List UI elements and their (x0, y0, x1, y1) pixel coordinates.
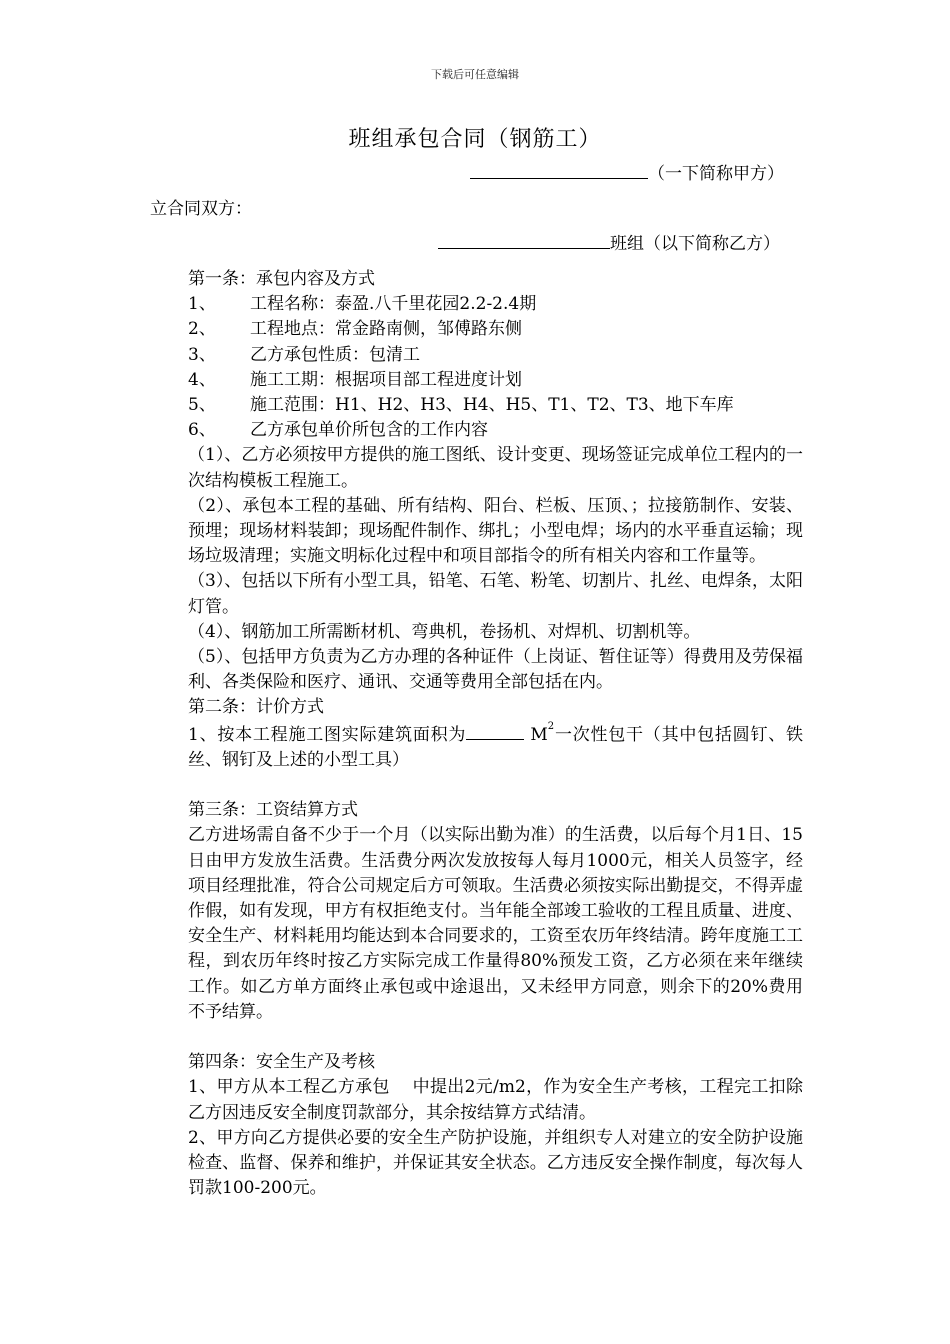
article4-paragraph-1: 1、甲方从本工程乙方承包 中提出2元/m2，作为安全生产考核，工程完工扣除乙方因违反安全制度罚款部分，其余按结算方式结清。 (188, 1077, 803, 1123)
party-b-label: 班组（以下简称乙方） (610, 234, 780, 254)
article1-paragraph-5: （5）、包括甲方负责为乙方办理的各种证件（上岗证、暂住证等）得费用及劳保福利、各类保险和医疗、通讯、交通等费用全部包括在内。 (188, 647, 803, 693)
article1-item: 3、 乙方承包性质：包清工 (188, 344, 420, 365)
parties-label: 立合同双方： (150, 199, 252, 219)
article1-heading: 第一条：承包内容及方式 (188, 269, 375, 289)
article1-item: 5、 施工范围：H1、H2、H3、H4、H5、T1、T2、T3、地下车库 (188, 395, 734, 416)
header-note: 下载后可任意编辑 (431, 68, 519, 81)
area-blank[interactable] (466, 721, 524, 740)
article1-item: 4、 施工工期：根据项目部工程进度计划 (188, 369, 522, 390)
article2-heading: 第二条：计价方式 (188, 697, 324, 718)
spacer (188, 1025, 803, 1050)
article4-heading: 第四条：安全生产及考核 (188, 1052, 375, 1073)
contract-body (188, 267, 803, 1201)
party-a-label: （一下简称甲方） (648, 164, 784, 184)
article1-item: 2、 工程地点：常金路南侧，邹傅路东侧 (188, 319, 522, 340)
article1-paragraph-1: （1）、乙方必须按甲方提供的施工图纸、设计变更、现场签证完成单位工程内的一次结构模板工程施工。 (188, 445, 803, 491)
article4-paragraph-2: 2、甲方向乙方提供必要的安全生产防护设施，并组织专人对建立的安全防护设施检查、监督、保养和维护，并保证其安全状态。乙方违反安全操作制度，每次每人罚款100-200元。 (188, 1127, 803, 1199)
article3-heading: 第三条：工资结算方式 (188, 800, 358, 821)
party-a-line (470, 160, 784, 187)
article1-item: 6、 乙方承包单价所包含的工作内容 (188, 420, 488, 441)
article3-paragraph-1: 乙方进场需自备不少于一个月（以实际出勤为准）的生活费，以后每个月1日、15日由甲方发放生活费。生活费分两次发放按每人每月1000元，相关人员签字，经项目经理批准，符合公司规定后方可领取。生活费必须按实际出勤提交，不得弄虚作假，如有发现，甲方有权拒绝支付。当年能全部竣工验收的工程且质量、进度、安全生产、材料耗用均能达到本合同要求的，工资至农历年终结清。跨年度施工工程，到农历年终时按乙方实际完成工作量得80%预发工资，乙方必须在来年继续工作。如乙方单方面终止承包或中途退出，又未经甲方同意，则余下的20%费用不予结算。 (188, 825, 803, 1022)
party-b-line (438, 230, 780, 257)
article1-paragraph-2: （2）、承包本工程的基础、所有结构、阳台、栏板、压顶、；拉接筋制作、安装、预埋；现场材料装卸；现场配件制作、绑扎；小型电焊；场内的水平垂直运输；现场垃圾清理；实施文明标化过程中和项目部指令的所有相关内容和工作量等。 (188, 495, 803, 567)
article1-item: 1、 工程名称：泰盈.八千里花园2.2-2.4期 (188, 294, 537, 315)
article2-paragraph-1: 1、按本工程施工图实际建筑面积为 $M^2$一次性包干（其中包括圆钉、铁丝、钢钉及上述的小型工具） (188, 720, 803, 770)
spacer (188, 773, 803, 798)
article1-paragraph-3: （3）、包括以下所有小型工具，铅笔、石笔、粉笔、切割片、扎丝、电焊条，太阳灯管。 (188, 571, 803, 617)
document-title: 班组承包合同（钢筋工） (348, 127, 602, 152)
party-b-blank[interactable] (438, 230, 610, 249)
article1-paragraph-4: （4）、钢筋加工所需断材机、弯典机，卷扬机、对焊机、切割机等。 (188, 621, 701, 642)
party-a-blank[interactable] (470, 160, 648, 179)
